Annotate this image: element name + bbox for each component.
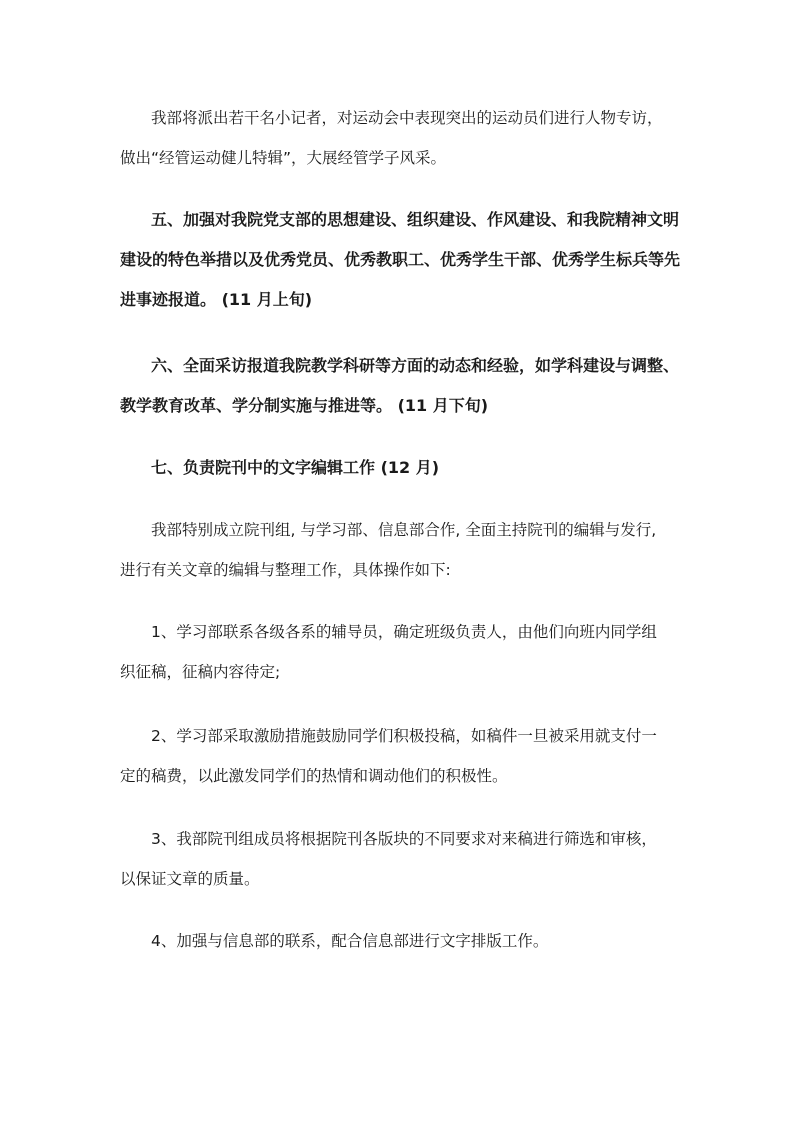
paragraph-line: 进事迹报道。 (11 月上旬) <box>120 290 313 309</box>
paragraph-line: 4、加强与信息部的联系，配合信息部进行文字排版工作。 <box>151 932 549 950</box>
list-item-4 <box>120 921 680 961</box>
paragraph-line: 六、全面采访报道我院教学科研等方面的动态和经验，如学科建设与调整、 <box>151 356 680 375</box>
paragraph-line: 3、我部院刊组成员将根据院刊各版块的不同要求对来稿进行筛选和审核， <box>151 830 657 848</box>
paragraph-line: 1、学习部联系各级各系的辅导员，确定班级负责人，由他们向班内同学组 <box>151 623 657 641</box>
paragraph-line: 我部特别成立院刊组, 与学习部、信息部合作, 全面主持院刊的编辑与发行, <box>151 521 657 539</box>
paragraph-line: 做出“经管运动健儿特辑”，大展经管学子风采。 <box>120 149 447 167</box>
paragraph-line: 进行有关文章的编辑与整理工作，具体操作如下: <box>120 561 451 579</box>
paragraph-line: 五、加强对我院党支部的思想建设、组织建设、作风建设、和我院精神文明 <box>151 210 680 229</box>
paragraph-line: 教学教育改革、学分制实施与推进等。 (11 月下旬) <box>120 396 489 415</box>
paragraph-line: 织征稿，征稿内容待定; <box>120 663 281 681</box>
paragraph-line: 以保证文章的质量。 <box>120 870 260 888</box>
paragraph-line: 2、学习部采取激励措施鼓励同学们积极投稿，如稿件一旦被采用就支付一 <box>151 727 657 745</box>
paragraph-line: 七、负责院刊中的文字编辑工作 (12 月) <box>151 458 440 477</box>
list-item-3 <box>120 819 680 899</box>
paragraph-line: 定的稿费，以此激发同学们的热情和调动他们的积极性。 <box>120 767 508 785</box>
paragraph-interview-plan <box>120 98 680 178</box>
paragraph-editorial-group <box>120 510 680 590</box>
paragraph-line: 我部将派出若干名小记者，对运动会中表现突出的运动员们进行人物专访， <box>151 109 663 127</box>
section-heading-six <box>120 346 680 426</box>
section-heading-five <box>120 200 680 320</box>
paragraph-line: 建设的特色举措以及优秀党员、优秀教职工、优秀学生干部、优秀学生标兵等先 <box>120 250 681 269</box>
section-heading-seven <box>120 448 680 488</box>
list-item-2 <box>120 716 680 796</box>
list-item-1 <box>120 612 680 692</box>
